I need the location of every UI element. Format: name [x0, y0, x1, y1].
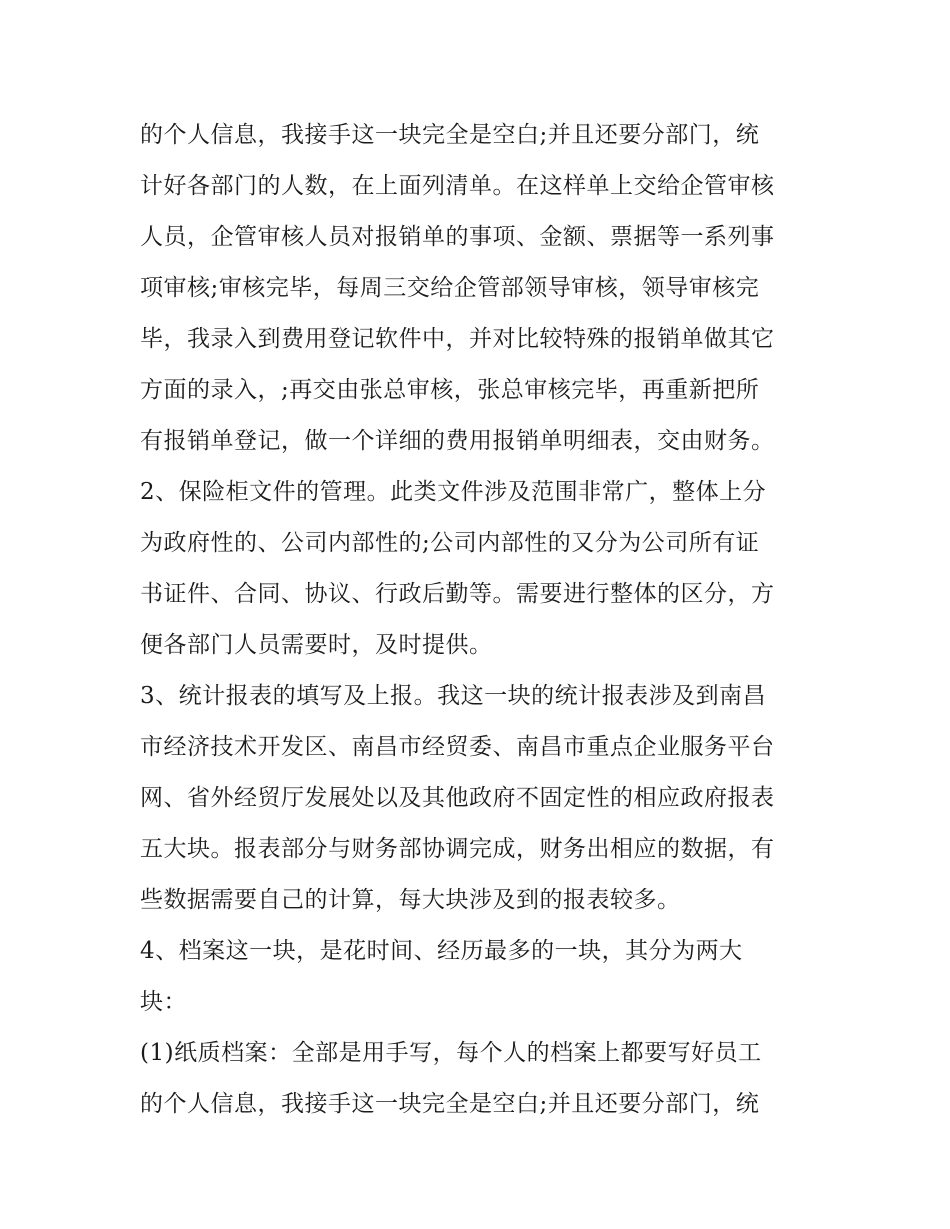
document-body	[140, 110, 820, 1130]
text-line-20: 的个人信息，我接手这一块完全是空白;并且还要分部门，统	[140, 1091, 760, 1117]
text-line-17: 4、档案这一块，是花时间、经历最多的一块，其分为两大	[140, 938, 743, 964]
text-line-13: 市经济技术开发区、南昌市经贸委、南昌市重点企业服务平台	[140, 734, 775, 760]
text-line-12: 3、统计报表的填写及上报。我这一块的统计报表涉及到南昌	[140, 683, 767, 709]
text-line-8: 2、保险柜文件的管理。此类文件涉及范围非常广，整体上分	[140, 479, 767, 505]
text-line-2: 计好各部门的人数，在上面列清单。在这样单上交给企管审核	[140, 173, 775, 199]
text-line-15: 五大块。报表部分与财务部协调完成，财务出相应的数据，有	[140, 836, 775, 862]
text-line-19: (1)纸质档案：全部是用手写，每个人的档案上都要写好员工	[140, 1040, 762, 1066]
text-line-18: 块：	[140, 989, 187, 1015]
text-line-3: 人员，企管审核人员对报销单的事项、金额、票据等一系列事	[140, 224, 775, 250]
text-line-6: 方面的录入，;再交由张总审核，张总审核完毕，再重新把所	[140, 377, 760, 403]
text-line-4: 项审核;审核完毕，每周三交给企管部领导审核，领导审核完	[140, 275, 760, 301]
text-line-1: 的个人信息，我接手这一块完全是空白;并且还要分部门，统	[140, 122, 760, 148]
text-line-5: 毕，我录入到费用登记软件中，并对比较特殊的报销单做其它	[140, 326, 775, 352]
text-line-9: 为政府性的、公司内部性的;公司内部性的又分为公司所有证	[140, 530, 760, 556]
text-line-11: 便各部门人员需要时，及时提供。	[140, 632, 493, 658]
text-line-7: 有报销单登记，做一个详细的费用报销单明细表，交由财务。	[140, 428, 775, 454]
text-line-16: 些数据需要自己的计算，每大块涉及到的报表较多。	[140, 887, 681, 913]
text-line-10: 书证件、合同、协议、行政后勤等。需要进行整体的区分，方	[140, 581, 775, 607]
text-line-14: 网、省外经贸厅发展处以及其他政府不固定性的相应政府报表	[140, 785, 775, 811]
